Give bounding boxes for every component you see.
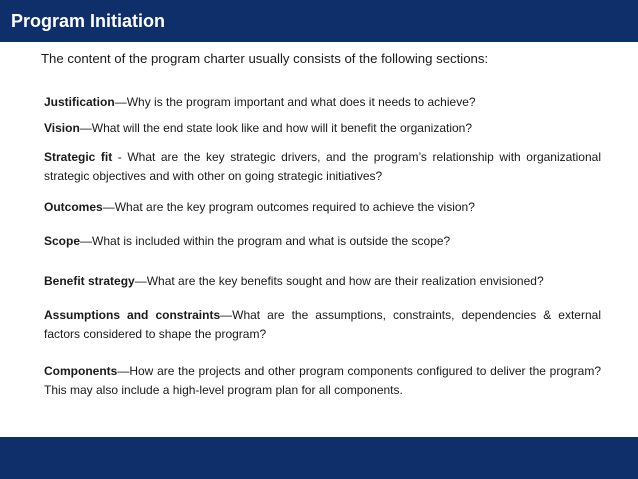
section-text: What is included within the program and what is outside the scope? (92, 234, 451, 248)
section-separator: — (102, 200, 115, 214)
section-term: Vision (44, 121, 80, 135)
section-text: What will the end state look like and how will it benefit the organization? (91, 121, 473, 135)
section-separator: — (79, 121, 92, 135)
section-text: What are the key program outcomes required to achieve the vision? (114, 200, 475, 214)
section-vision (44, 119, 601, 138)
section-separator: — (114, 95, 127, 109)
section-term: Benefit strategy (44, 274, 135, 288)
section-term: Assumptions and constraints (44, 308, 221, 322)
intro-text: The content of the program charter usually consists of the following sections: (41, 51, 489, 66)
section-term: Justification (44, 95, 115, 109)
section-term: Strategic fit (44, 150, 113, 164)
section-outcomes (44, 198, 601, 217)
section-separator: — (220, 308, 233, 322)
section-text: What are the assumptions, constraints, dependencies & external factors considered to shape the program? (44, 308, 601, 341)
section-separator: — (134, 274, 147, 288)
section-text: How are the projects and other program components configured to deliver the program? This may also include a high-level program plan for all components. (44, 364, 601, 397)
section-term: Components (44, 364, 118, 378)
section-text: What are the key strategic drivers, and the program’s relationship with organizational strategic objectives and with other on going strategic initiatives? (44, 150, 601, 183)
section-text: Why is the program important and what does it needs to achieve? (126, 95, 476, 109)
section-term: Outcomes (44, 200, 103, 214)
section-term: Scope (44, 234, 81, 248)
section-strategic-fit (44, 148, 601, 186)
section-components (44, 362, 601, 400)
section-text: What are the key benefits sought and how are their realization envisioned? (146, 274, 544, 288)
section-separator: - (112, 150, 128, 164)
section-justification (44, 93, 601, 112)
section-separator: — (80, 234, 93, 248)
header-divider (0, 42, 638, 44)
section-scope (44, 232, 601, 251)
section-assumptions-constraints (44, 306, 601, 344)
slide-title: Program Initiation (11, 11, 166, 31)
section-separator: — (117, 364, 130, 378)
section-benefit-strategy (44, 272, 601, 291)
footer-bar (0, 437, 638, 479)
